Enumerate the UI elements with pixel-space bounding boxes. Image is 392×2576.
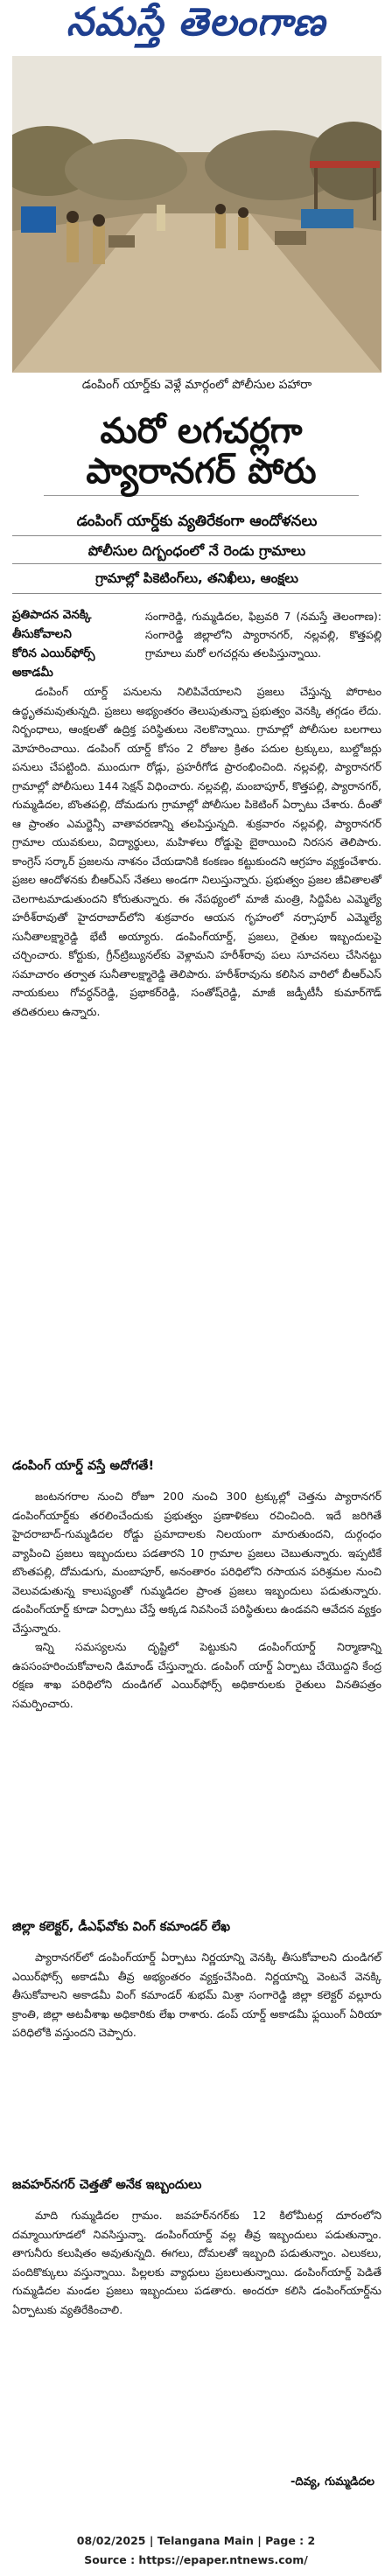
section-paragraph: ఇన్ని సమస్యలను దృష్టిలో పెట్టుకుని డంపింగ్‌యార్డ్ నిర్మాణాన్ని ఉపసంహరించుకోవాలని డిమాండ్ చేస్తున్నారు. డంపింగ్ యార్డ్ ఏర్పాటు చేయొద్దని కేంద్ర రక్షణ శాఖ పరిధిలోని దుండిగల్ ఎయిర్‌ఫోర్స్ అధికారులకు రైతులు వినతిపత్రం సమర్పించారు. xyxy=(12,1640,382,1710)
masthead-title: నమస్తే తెలంగాణ xyxy=(66,0,326,45)
photo-caption: డంపింగ్ యార్డ్‌కు వెళ్లే మార్గంలో పోలీసుల పహారా xyxy=(81,378,312,392)
photo-illustration xyxy=(12,56,382,373)
pull-quote xyxy=(12,605,135,682)
masthead xyxy=(0,0,392,54)
divider xyxy=(12,563,382,564)
section-body xyxy=(12,1487,382,1713)
divider xyxy=(12,593,382,594)
footer-source: Source : https://epaper.ntnews.com/ xyxy=(84,2553,308,2566)
article-dateline: సంగారెడ్డి, గుమ్మడిదల, ఫిబ్రవరి 7 (నమస్తే తెలంగాణ): సంగారెడ్డి జిల్లాలోని ప్యారానగర్, నల్లవల్లి, కొత్తపల్లి గ్రామాలు మరో లగచర్లను తలపిస్తున్నాయి. xyxy=(145,610,382,660)
section-paragraph: మాది గుమ్మడిదల గ్రామం. జవహర్‌నగర్‌కు 12 కిలోమీటర్ల దూరంలోని దమ్మాయిగూడలో నివసిస్తున్నా. డంపింగ్‌యార్డ్ వల్ల తీవ్ర ఇబ్బందులు పడుతున్నాం. తాగునీరు కలుషితం అవుతున్నది. ఈగలు, దోమలతో ఇబ్బంది పడుతున్నాం. ఎలుకలు, పందికొక్కులు వస్తున్నాయి. పిల్లలకు వ్యాధులు ప్రబలుతున్నాయి. డంపింగ్‌యార్డ్ పెడితే గుమ్మడిదల మండల ప్రజలు ఇబ్బందులు పడతారు. అందరూ కలిసి డంపింగ్‌యార్డ్‌ను ఏర్పాటుకు వ్యతిరేకించాలి. xyxy=(12,2209,382,2316)
headline: మరో లగచర్లగా ప్యారానగర్ పోరు xyxy=(44,411,359,496)
section-body xyxy=(12,2206,382,2319)
article-body xyxy=(12,682,382,1021)
deck-line-1: డంపింగ్ యార్డ్‌కు వ్యతిరేకంగా ఆందోళనలు xyxy=(76,513,318,530)
article-paragraph: డంపింగ్ యార్డ్ పనులను నిలిపివేయాలని ప్రజలు చేస్తున్న పోరాటం ఉద్ధృతమవుతున్నది. ప్రజలు అభ్యంతరం తెలుపుతున్నా ప్రభుత్వం వెనక్కి తగ్గడం లేదు. నిర్బంధాలు, ఆంక్షలతో ఉద్రిక్త పరిస్థితులు నెలకొన్నాయి. గ్రామాల్లో పోలీసుల బలగాలు మోహరించాయి. డంపింగ్ యార్డ్ కోసం 2 రోజుల క్రితం పదుల ట్రక్కులు, బుల్డోజర్లు పనులు చేపట్టింది. ముందుగా రోడ్లు, ప్రహరీగోడ ప్రారంభించింది. నల్లవల్లి, ప్యారానగర్ గ్రామాల్లో పోలీసులు 144 సెక్షన్ విధించారు. నల్లవల్లి, మంబాపూర్, కొత్తపల్లి, ప్యారానగర్, గుమ్మడిదల, బొంతపల్లి, దోమడుగు గ్రామాల్లో పోలీసుల పికెటింగ్ ఏర్పాటు చేశారు. దీంతో ఆ ప్రాంతం ఎమర్జెన్సీ వాతావరణాన్ని తలపిస్తున్నది. శుక్రవారం నల్లవల్లి, ప్యారానగర్ గ్రామాల యువకులు, విద్యార్థులు, మహిళలు రోడ్డుపై బైఠాయించి నిరసన తెలిపారు. కాంగ్రెస్ సర్కార్ ప్రజలను నాశనం చేయడానికి కంకణం కట్టుకుందని ఆగ్రహం వ్యక్తంచేశారు. ప్రజల ఆందోళనకు బీఆర్‌ఎస్ నేతలు అండగా నిలుస్తున్నారు. ప్రభుత్వం ప్రజల జీవితాలతో చెలగాటమాడుతుందని కోరుతున్నారు. ఈ నేపథ్యంలో మాజీ మంత్రి, సిద్దిపేట ఎమ్మెల్యే హరీశ్‌రావుతో హైదరాబాద్‌లోని శుక్రవారం ఆయన గృహంలో నర్సాపూర్ ఎమ్మెల్యే సునీతాలక్ష్మారెడ్డి భేటీ అయ్యారు. డంపింగ్‌యార్డ్, ప్రజలు, రైతుల ఇబ్బందులపై చర్చించారు. కోర్టుకు, గ్రీన్‌ట్రిబ్యునల్‌కు వెళ్లామని హరీశ్‌రావు పలు సూచనలు చేసినట్టు సమాచారం తర్వాత సునీతాలక్ష్మారెడ్డి తెలిపారు. హరీశ్‌రావును కలిసిన వారిలో బీఆర్‌ఎస్ నాయకులు గోవర్ధన్‌రెడ్డి, ప్రభాకర్‌రెడ్డి, సంతోష్‌రెడ్డి, మాజీ జడ్పీటీసీ కుమార్‌గౌడ్ తదితరులు ఉన్నారు. xyxy=(12,685,382,1018)
page-footer xyxy=(0,2531,392,2570)
section-body xyxy=(12,1948,382,2042)
section-heading: జవహర్‌నగర్ చెత్తతో అనేక ఇబ్బందులు xyxy=(12,2178,202,2192)
section-paragraph: ప్యారానగర్‌లో డంపింగ్‌యార్డ్ ఏర్పాటు నిర్ణయాన్ని వెనక్కి తీసుకోవాలని దుండిగల్ ఎయిర్‌ఫోర్స్ అకాడమీ తీవ్ర అభ్యంతరం వ్యక్తంచేసింది. నిర్ణయాన్ని వెంటనే వెనక్కి తీసుకోవాలని అకాడమీ వింగ్ కమాండర్ శుభమ్ మిశ్రా సంగారెడ్డి జిల్లా కలెక్టర్ వల్లూరు క్రాంతి, జిల్లా అటవీశాఖ అధికారికు లేఖ రాశారు. డంప్ యార్డ్ అకాడమీ ఫ్లయింగ్ ఏరియా పరిధిలోకి వస్తుందని చెప్పారు. xyxy=(12,1951,382,2039)
deck-line-2: పోలీసుల దిగ్బంధంలో నే రెండు గ్రామాలు xyxy=(88,542,306,559)
news-photo xyxy=(12,56,382,373)
pull-quote-line-1: ప్రతిపాదన వెనక్కి తీసుకోవాలని xyxy=(12,608,92,641)
deck-line-3: గ్రామాల్లో పికెటింగ్‌లు, తనిఖీలు, ఆంక్షలు xyxy=(95,570,298,586)
pull-quote-line-2: కోరిన ఎయిర్‌ఫోర్స్ అకాడమీ xyxy=(12,646,95,680)
section-heading: జిల్లా కలెక్టర్, డీఎఫ్‌వోకు వింగ్ కమాండర్ లేఖ xyxy=(12,1920,231,1934)
section-heading: డంపింగ్ యార్డ్ వస్తే అదోగతే! xyxy=(12,1459,155,1473)
divider xyxy=(12,535,382,536)
section-paragraph: జంటనగరాల నుంచి రోజూ 200 నుంచి 300 ట్రక్కుల్లో చెత్తను ప్యారానగర్ డంపింగ్‌యార్డ్‌కు తరలించేందుకు ప్రభుత్వం ప్రణాళికలు రచించింది. ఇదే జరిగితే హైదరాబాద్-గుమ్మడిదల రోడ్డు ప్రమాదాలకు నిలయంగా మారుతుందని, దుర్గంధం వ్యాపించి ప్రజలు ఇబ్బందులు పడతారని 10 గ్రామాల ప్రజలు చెబుతున్నారు. ఇప్పటికే బొంతపల్లి, దోమడుగు, మంబాపూర్, అనంతారం పరిధిలోని రసాయన పరిశ్రమల నుంచి వెలువడుతున్న కాలుష్యంతో గుమ్మడిదల ప్రాంత ప్రజలు ఇబ్బందులు పడుతున్నారు. డంపింగ్‌యార్డ్ కూడా ఏర్పాటు చేస్తే అక్కడ నివసించే పరిస్థితులు ఉండవని ఆవేదన వ్యక్తం చేస్తున్నారు. xyxy=(12,1490,382,1635)
footer-edition: 08/02/2025 | Telangana Main | Page : 2 xyxy=(76,2534,316,2547)
signoff: -దివ్య, గుమ్మడిదల xyxy=(290,2475,374,2489)
